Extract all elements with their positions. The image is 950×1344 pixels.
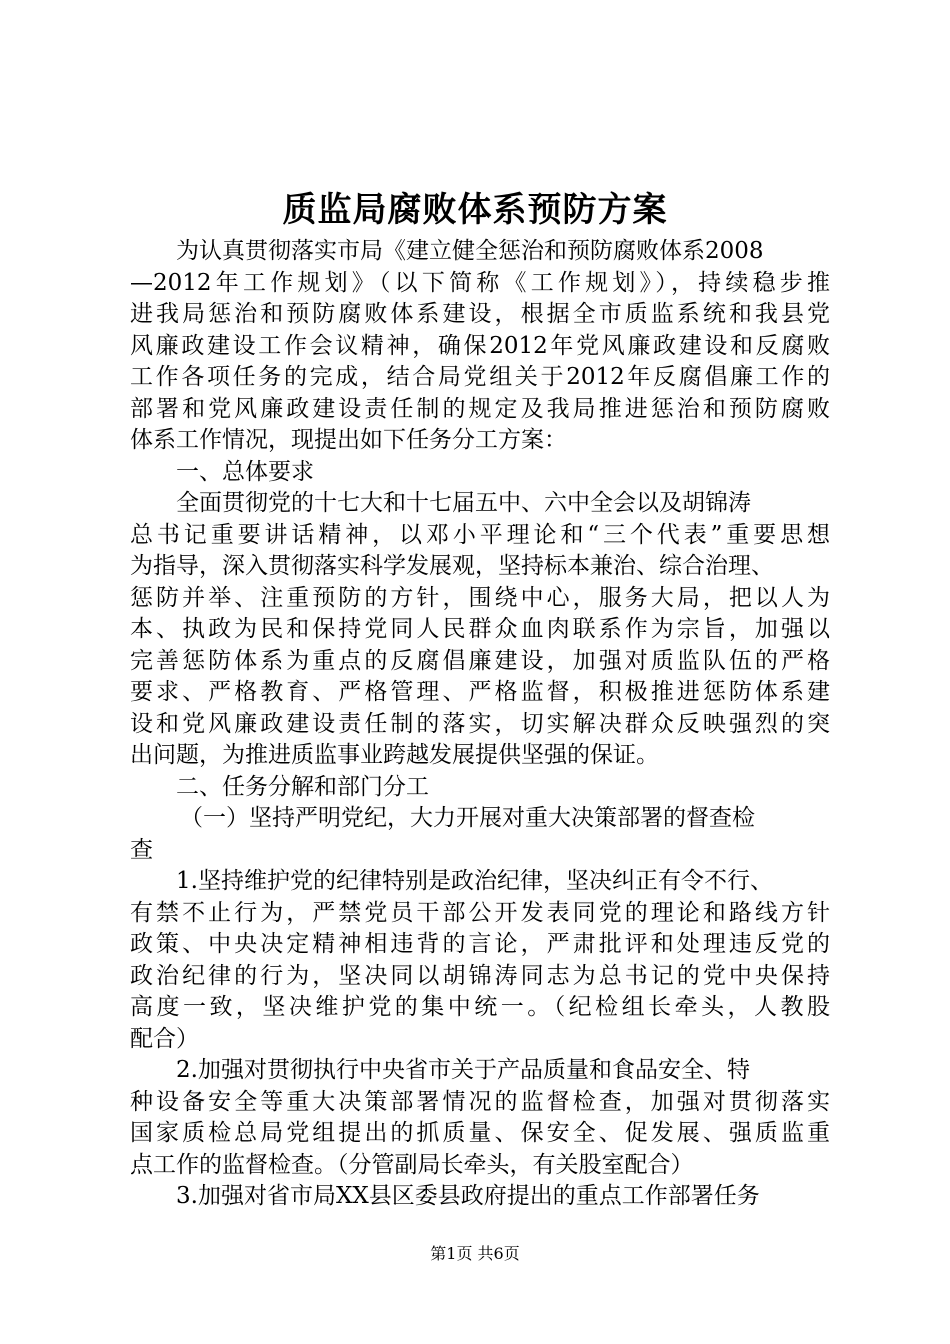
- paragraph-line: 工作各项任务的完成，结合局党组关于2012年反腐倡廉工作的: [130, 364, 830, 390]
- paragraph-line: 3.加强对省市局XX县区委县政府提出的重点工作部署任务: [176, 1183, 760, 1209]
- paragraph-line: 点工作的监督检查。（分管副局长牵头，有关股室配合）: [130, 1151, 694, 1178]
- section-heading: 二、任务分解和部门分工: [176, 773, 429, 800]
- paragraph-line: 出问题，为推进质监事业跨越发展提供坚强的保证。: [130, 742, 659, 768]
- document-title: 质监局腐败体系预防方案: [282, 190, 668, 230]
- paragraph-line: 为认真贯彻落实市局《建立健全惩治和预防腐败体系2008: [176, 238, 764, 264]
- paragraph-line: 2.加强对贯彻执行中央省市关于产品质量和食品安全、特: [176, 1057, 750, 1083]
- paragraph-line: 惩防并举、注重预防的方针，围绕中心，服务大局，把以人为: [130, 584, 830, 611]
- paragraph-line: 设和党风廉政建设责任制的落实，切实解决群众反映强烈的突: [130, 710, 830, 737]
- paragraph-line: 进我局惩治和预防腐败体系建设，根据全市质监系统和我县党: [130, 301, 830, 327]
- paragraph-line: 风廉政建设工作会议精神，确保2012年党风廉政建设和反腐败: [130, 332, 830, 359]
- paragraph-line: 要求、严格教育、严格管理、严格监督，积极推进惩防体系建: [130, 679, 830, 705]
- subsection-heading: （一）坚持严明党纪，大力开展对重大决策部署的督查检: [180, 805, 755, 831]
- section-heading: 一、总体要求: [176, 458, 314, 485]
- paragraph-line: 体系工作情况，现提出如下任务分工方案：: [130, 427, 567, 453]
- paragraph-line: 高度一致，坚决维护党的集中统一。（纪检组长牵头，人教股: [130, 994, 830, 1020]
- paragraph-line: 有禁不止行为，严禁党员干部公开发表同党的理论和路线方针: [130, 899, 830, 926]
- paragraph-line: 总书记重要讲话精神，以邓小平理论和“三个代表”重要思想: [130, 521, 830, 548]
- paragraph-line: 全面贯彻党的十七大和十七届五中、六中全会以及胡锦涛: [176, 490, 751, 516]
- document-body: [130, 236, 830, 1213]
- page-number: 第1页 共6页: [430, 1244, 520, 1263]
- paragraph-line: 国家质检总局党组提出的抓质量、保安全、促发展、强质监重: [130, 1120, 830, 1146]
- paragraph-line: 政策、中央决定精神相违背的言论，严肃批评和处理违反党的: [130, 931, 830, 957]
- paragraph-line: 1.坚持维护党的纪律特别是政治纪律，坚决纠正有令不行、: [176, 868, 773, 894]
- paragraph-line: 完善惩防体系为重点的反腐倡廉建设，加强对质监队伍的严格: [130, 647, 830, 674]
- paragraph-line: 种设备安全等重大决策部署情况的监督检查，加强对贯彻落实: [130, 1088, 830, 1115]
- paragraph-line: 部署和党风廉政建设责任制的规定及我局推进惩治和预防腐败: [130, 395, 830, 422]
- paragraph-line: 本、执政为民和保持党同人民群众血肉联系作为宗旨，加强以: [130, 616, 830, 642]
- paragraph-line: 为指导，深入贯彻落实科学发展观，坚持标本兼治、综合治理、: [130, 553, 774, 579]
- paragraph-line: —2012年工作规划》（以下简称《工作规划》），持续稳步推: [130, 269, 830, 296]
- subsection-heading-continued: 查: [130, 836, 153, 863]
- paragraph-line: 配合）: [130, 1025, 199, 1052]
- paragraph-line: 政治纪律的行为，坚决同以胡锦涛同志为总书记的党中央保持: [130, 962, 830, 989]
